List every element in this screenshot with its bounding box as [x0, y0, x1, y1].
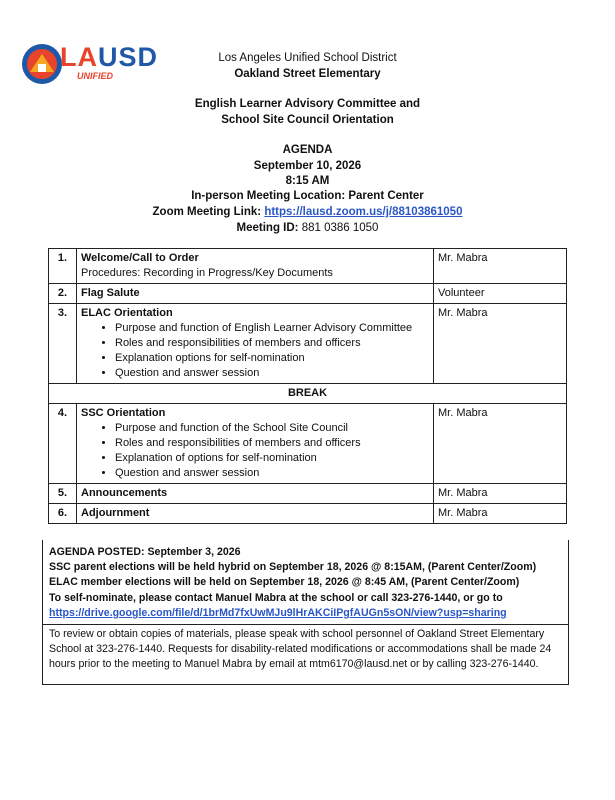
- logo-subtitle: UNIFIED: [77, 71, 113, 81]
- point-item: • Purpose and function of the School Site Council: [115, 421, 429, 436]
- notes-box: [42, 540, 569, 685]
- meeting-location: In-person Meeting Location: Parent Center: [191, 190, 424, 202]
- item-content: [77, 249, 434, 284]
- agenda-row: [49, 304, 567, 384]
- item-presenter: Mr. Mabra: [434, 504, 567, 524]
- item-number: 5.: [49, 484, 77, 504]
- district-name: Los Angeles Unified School District: [218, 52, 397, 64]
- item-content: [77, 304, 434, 384]
- item-number: 1.: [49, 249, 77, 284]
- point-item: • Purpose and function of English Learner Advisory Committee: [115, 321, 429, 336]
- item-title: Announcements: [77, 484, 434, 504]
- meeting-time: 8:15 AM: [285, 175, 330, 187]
- item-number: 2.: [49, 284, 77, 304]
- item-content: [77, 404, 434, 484]
- item-number: 6.: [49, 504, 77, 524]
- zoom-line: [0, 204, 615, 220]
- meeting-id-value: 881 0386 1050: [298, 222, 379, 234]
- nomination-form-link[interactable]: https://drive.google.com/file/d/1brMd7fxUwMJu9lHrAKCiIPgfAUGn5sON/view?usp=sharing: [49, 606, 507, 619]
- item-presenter: Mr. Mabra: [434, 304, 567, 384]
- point-item: • Roles and responsibilities of members and officers: [115, 336, 429, 351]
- meeting-title-line2: School Site Council Orientation: [221, 114, 394, 126]
- item-presenter: Volunteer: [434, 284, 567, 304]
- point-item: • Explanation of options for self-nomination: [115, 451, 429, 466]
- meeting-title-line1: English Learner Advisory Committee and: [194, 98, 421, 110]
- agenda-row: [49, 404, 567, 484]
- agenda-row: [49, 284, 567, 304]
- zoom-label: Zoom Meeting Link:: [152, 206, 265, 218]
- point-item: • Explanation options for self-nomination: [115, 351, 429, 366]
- item-title: Adjournment: [77, 504, 434, 524]
- point-item: • Question and answer session: [115, 466, 429, 481]
- ssc-elections-note: SSC parent elections will be held hybrid on September 18, 2026 @ 8:15AM, (Parent Center/Zoom): [49, 561, 537, 574]
- item-number: 4.: [49, 404, 77, 484]
- point-item: • Roles and responsibilities of members and officers: [115, 436, 429, 451]
- meeting-id-line: [0, 220, 615, 236]
- agenda-row: [49, 249, 567, 284]
- point-item: • Question and answer session: [115, 366, 429, 381]
- meeting-date: September 10, 2026: [253, 160, 362, 172]
- agenda-row: [49, 484, 567, 504]
- posted-date: AGENDA POSTED: September 3, 2026: [49, 546, 241, 558]
- meeting-id-label: Meeting ID:: [236, 222, 299, 234]
- item-points: [81, 321, 429, 381]
- break-row: [49, 384, 567, 404]
- school-name: Oakland Street Elementary: [234, 68, 381, 80]
- item-title: Flag Salute: [77, 284, 434, 304]
- item-presenter: Mr. Mabra: [434, 249, 567, 284]
- agenda-row: [49, 504, 567, 524]
- zoom-link[interactable]: https://lausd.zoom.us/j/88103861050: [264, 206, 463, 218]
- logo-wordmark: LAUSD: [60, 42, 159, 72]
- elac-elections-note: ELAC member elections will be held on September 18, 2026 @ 8:45 AM, (Parent Center/Zoom): [49, 576, 520, 589]
- item-presenter: Mr. Mabra: [434, 484, 567, 504]
- item-title: Welcome/Call to Order: [81, 252, 199, 264]
- item-subtitle: Procedures: Recording in Progress/Key Documents: [81, 267, 333, 279]
- item-number: 3.: [49, 304, 77, 384]
- agenda-heading: AGENDA: [282, 144, 333, 156]
- announcements-section: [43, 540, 568, 625]
- review-materials-note: To review or obtain copies of materials, please speak with school personnel of Oakland Street Elementary School at 323-276-1440. Requests for disability-related modifications or accommodations shall be made 24 hours prior to the meeting to Manuel Mabra by email at mtm6170@lausd.net or by calling 323-276-1440.: [49, 628, 552, 671]
- self-nominate-note: To self-nominate, please contact Manuel Mabra at the school or call 323-276-1440, or go to: [49, 591, 503, 604]
- break-label: BREAK: [49, 384, 567, 404]
- item-title: ELAC Orientation: [81, 307, 173, 319]
- item-points: [81, 421, 429, 481]
- item-presenter: Mr. Mabra: [434, 404, 567, 484]
- agenda-table: [48, 248, 567, 524]
- item-title: SSC Orientation: [81, 407, 166, 419]
